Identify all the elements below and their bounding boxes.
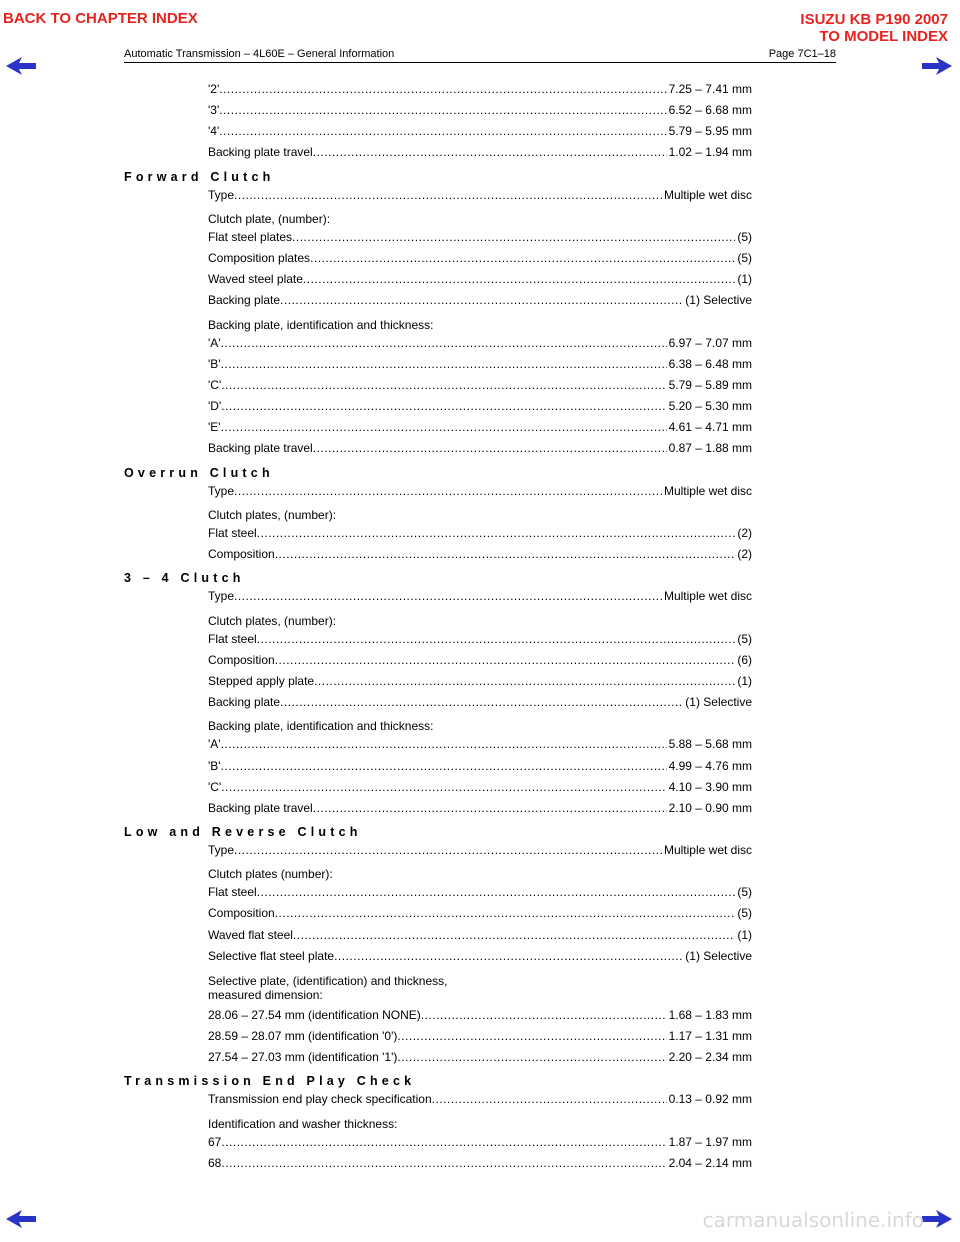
- section-heading: Transmission End Play Check: [124, 1074, 416, 1089]
- spec-row: [208, 653, 752, 674]
- spec-row: [208, 695, 752, 716]
- spec-label: 28.59 – 28.07 mm (identification '0'): [208, 1029, 398, 1044]
- spec-subheading-line: Selective plate, (identification) and thickness,: [208, 973, 448, 988]
- spec-value: 5.79 – 5.89 mm: [668, 377, 752, 392]
- leader-dots: [313, 145, 667, 159]
- spec-label: Waved flat steel: [208, 927, 293, 942]
- next-page-arrow-bottom-icon[interactable]: [922, 1210, 952, 1228]
- leader-dots: [219, 103, 666, 117]
- spec-row: [208, 1092, 752, 1113]
- leader-dots: [397, 1029, 666, 1043]
- leader-dots: [234, 188, 662, 202]
- spec-label: '2': [208, 82, 220, 96]
- leader-dots: [432, 1092, 667, 1106]
- spec-row: [208, 230, 752, 251]
- leader-dots: [221, 420, 667, 434]
- spec-row: [208, 251, 752, 272]
- spec-subheading: Clutch plates, (number):: [208, 613, 337, 628]
- leader-dots: [234, 484, 662, 498]
- spec-label: 28.06 – 27.54 mm (identification NONE): [208, 1007, 421, 1022]
- leader-dots: [292, 230, 735, 244]
- spec-value: 2.10 – 0.90 mm: [668, 800, 752, 815]
- spec-row: [208, 357, 752, 378]
- spec-label: Flat steel: [208, 631, 257, 646]
- spec-row: [208, 906, 752, 927]
- section-heading: Forward Clutch: [124, 169, 275, 184]
- spec-label: Stepped apply plate: [208, 673, 315, 688]
- spec-subheading: Backing plate, identification and thickness:: [208, 317, 434, 332]
- spec-label: Type: [208, 187, 235, 202]
- header-divider: [124, 62, 836, 63]
- spec-subheading: [208, 970, 752, 1008]
- spec-row: [208, 124, 752, 145]
- header-page-number: Page 7C1–18: [768, 48, 836, 60]
- spec-value: Multiple wet disc: [663, 187, 752, 202]
- spec-value: (1) Selective: [685, 695, 752, 710]
- section-heading: Low and Reverse Clutch: [124, 824, 362, 839]
- spec-row: [208, 843, 752, 864]
- spec-value: 5.88 – 5.68 mm: [668, 737, 752, 752]
- spec-row: [208, 737, 752, 758]
- spec-label: '3': [208, 103, 220, 118]
- leader-dots: [221, 1135, 666, 1149]
- leader-dots: [303, 272, 735, 286]
- leader-dots: [221, 759, 667, 773]
- spec-row: [208, 336, 752, 357]
- spec-value: 4.10 – 3.90 mm: [668, 779, 752, 794]
- spec-label: 'E': [208, 420, 221, 435]
- spec-label: Flat steel plates: [208, 229, 293, 244]
- leader-dots: [275, 547, 736, 561]
- spec-row: [208, 759, 752, 780]
- leader-dots: [334, 949, 683, 963]
- leader-dots: [275, 906, 736, 920]
- model-title-link[interactable]: ISUZU KB P190 2007: [800, 11, 948, 28]
- spec-row: [208, 293, 752, 314]
- spec-label: Backing plate travel: [208, 145, 313, 160]
- spec-subheading: Backing plate, identification and thickness:: [208, 719, 434, 734]
- prev-page-arrow-icon[interactable]: [6, 57, 36, 75]
- spec-label: Type: [208, 589, 235, 604]
- spec-row: [208, 188, 752, 209]
- spec-label: 'A': [208, 335, 221, 350]
- spec-value: (1) Selective: [685, 948, 752, 963]
- spec-row: [208, 1029, 752, 1050]
- leader-dots: [280, 695, 683, 709]
- spec-row: [208, 1156, 752, 1177]
- spec-value: (5): [737, 631, 752, 646]
- leader-dots: [397, 1050, 666, 1064]
- spec-row: [208, 484, 752, 505]
- spec-label: '4': [208, 124, 220, 139]
- spec-row: [208, 1008, 752, 1029]
- spec-subheading: Clutch plates, (number):: [208, 507, 337, 522]
- to-model-index-link[interactable]: TO MODEL INDEX: [819, 28, 948, 45]
- leader-dots: [221, 1156, 666, 1170]
- leader-dots: [421, 1008, 667, 1022]
- leader-dots: [221, 399, 666, 413]
- spec-value: 7.25 – 7.41 mm: [668, 82, 752, 96]
- back-to-chapter-index-link[interactable]: BACK TO CHAPTER INDEX: [3, 10, 198, 27]
- leader-dots: [221, 737, 667, 751]
- spec-row: [208, 674, 752, 695]
- spec-subheading-line: measured dimension:: [208, 987, 323, 1002]
- leader-dots: [221, 780, 666, 794]
- spec-value: 5.79 – 5.95 mm: [668, 124, 752, 139]
- leader-dots: [219, 82, 666, 96]
- spec-value: Multiple wet disc: [663, 843, 752, 858]
- spec-label: Backing plate: [208, 293, 281, 308]
- spec-value: (1): [737, 927, 752, 942]
- leader-dots: [280, 293, 683, 307]
- leader-dots: [313, 801, 667, 815]
- spec-value: 1.02 – 1.94 mm: [668, 145, 752, 160]
- spec-label: Backing plate: [208, 695, 281, 710]
- spec-label: Waved steel plate: [208, 272, 303, 287]
- spec-row: [208, 378, 752, 399]
- spec-label: 'B': [208, 356, 221, 371]
- spec-value: 1.87 – 1.97 mm: [668, 1134, 752, 1149]
- spec-value: (5): [737, 251, 752, 266]
- spec-label: 'D': [208, 399, 222, 414]
- spec-row: [208, 949, 752, 970]
- spec-subheading: Identification and washer thickness:: [208, 1116, 398, 1131]
- spec-value: 1.68 – 1.83 mm: [668, 1007, 752, 1022]
- spec-row: [208, 780, 752, 801]
- spec-value: Multiple wet disc: [663, 483, 752, 498]
- spec-value: 1.17 – 1.31 mm: [668, 1029, 752, 1044]
- spec-row: [208, 145, 752, 166]
- spec-list: [124, 82, 752, 1177]
- spec-label: 'B': [208, 758, 221, 773]
- spec-value: 0.87 – 1.88 mm: [668, 441, 752, 456]
- spec-value: 6.97 – 7.07 mm: [668, 335, 752, 350]
- spec-row: [208, 885, 752, 906]
- spec-label: Composition: [208, 547, 275, 562]
- spec-row: [208, 801, 752, 822]
- spec-row: [208, 441, 752, 462]
- leader-dots: [313, 441, 667, 455]
- spec-value: (5): [737, 906, 752, 921]
- spec-label: Transmission end play check specification: [208, 1092, 432, 1107]
- spec-row: [208, 1050, 752, 1071]
- spec-value: (2): [737, 547, 752, 562]
- leader-dots: [314, 674, 735, 688]
- prev-page-arrow-bottom-icon[interactable]: [6, 1210, 36, 1228]
- spec-row: [208, 399, 752, 420]
- spec-value: (6): [737, 652, 752, 667]
- spec-value: 2.20 – 2.34 mm: [668, 1050, 752, 1065]
- spec-label: Flat steel: [208, 885, 257, 900]
- spec-label: Selective flat steel plate: [208, 948, 335, 963]
- spec-value: 4.99 – 4.76 mm: [668, 758, 752, 773]
- leader-dots: [234, 589, 662, 603]
- spec-label: 68: [208, 1155, 222, 1170]
- spec-value: (5): [737, 885, 752, 900]
- header-title: Automatic Transmission – 4L60E – General Information: [124, 48, 395, 60]
- spec-row: [208, 1135, 752, 1156]
- next-page-arrow-icon[interactable]: [922, 57, 952, 75]
- leader-dots: [275, 653, 736, 667]
- spec-label: Type: [208, 483, 235, 498]
- spec-value: 0.13 – 0.92 mm: [668, 1092, 752, 1107]
- spec-label: Composition plates: [208, 251, 311, 266]
- spec-value: (1): [737, 272, 752, 287]
- spec-value: (5): [737, 229, 752, 244]
- spec-value: (2): [737, 525, 752, 540]
- spec-label: Backing plate travel: [208, 441, 313, 456]
- leader-dots: [219, 124, 666, 138]
- spec-value: 5.20 – 5.30 mm: [668, 399, 752, 414]
- spec-label: 27.54 – 27.03 mm (identification '1'): [208, 1050, 398, 1065]
- leader-dots: [310, 251, 735, 265]
- model-index-nav: [800, 11, 948, 45]
- leader-dots: [257, 632, 736, 646]
- spec-value: (1): [737, 673, 752, 688]
- spec-label: Flat steel: [208, 525, 257, 540]
- spec-label: 'A': [208, 737, 221, 752]
- spec-label: 'C': [208, 779, 222, 794]
- spec-row: [208, 589, 752, 610]
- spec-label: Composition: [208, 906, 275, 921]
- spec-row: [208, 928, 752, 949]
- leader-dots: [257, 885, 736, 899]
- spec-value: Multiple wet disc: [663, 589, 752, 604]
- spec-label: 67: [208, 1134, 222, 1149]
- spec-row: [208, 272, 752, 293]
- leader-dots: [257, 526, 736, 540]
- spec-row: [208, 82, 752, 103]
- section-heading: 3 – 4 Clutch: [124, 571, 245, 586]
- spec-value: 4.61 – 4.71 mm: [668, 420, 752, 435]
- spec-value: 6.52 – 6.68 mm: [668, 103, 752, 118]
- leader-dots: [221, 336, 667, 350]
- leader-dots: [221, 357, 667, 371]
- spec-subheading: Clutch plates (number):: [208, 867, 333, 882]
- spec-subheading: Clutch plate, (number):: [208, 211, 331, 226]
- spec-label: Type: [208, 843, 235, 858]
- leader-dots: [293, 928, 735, 942]
- spec-label: 'C': [208, 377, 222, 392]
- watermark: carmanualsonline.info: [702, 1208, 924, 1232]
- spec-row: [208, 526, 752, 547]
- leader-dots: [234, 843, 662, 857]
- spec-row: [208, 632, 752, 653]
- spec-row: [208, 547, 752, 568]
- leader-dots: [221, 378, 666, 392]
- spec-row: [208, 103, 752, 124]
- spec-label: Backing plate travel: [208, 800, 313, 815]
- spec-value: 6.38 – 6.48 mm: [668, 356, 752, 371]
- spec-label: Composition: [208, 652, 275, 667]
- section-heading: Overrun Clutch: [124, 465, 274, 480]
- spec-value: 2.04 – 2.14 mm: [668, 1155, 752, 1170]
- spec-value: (1) Selective: [685, 293, 752, 308]
- spec-row: [208, 420, 752, 441]
